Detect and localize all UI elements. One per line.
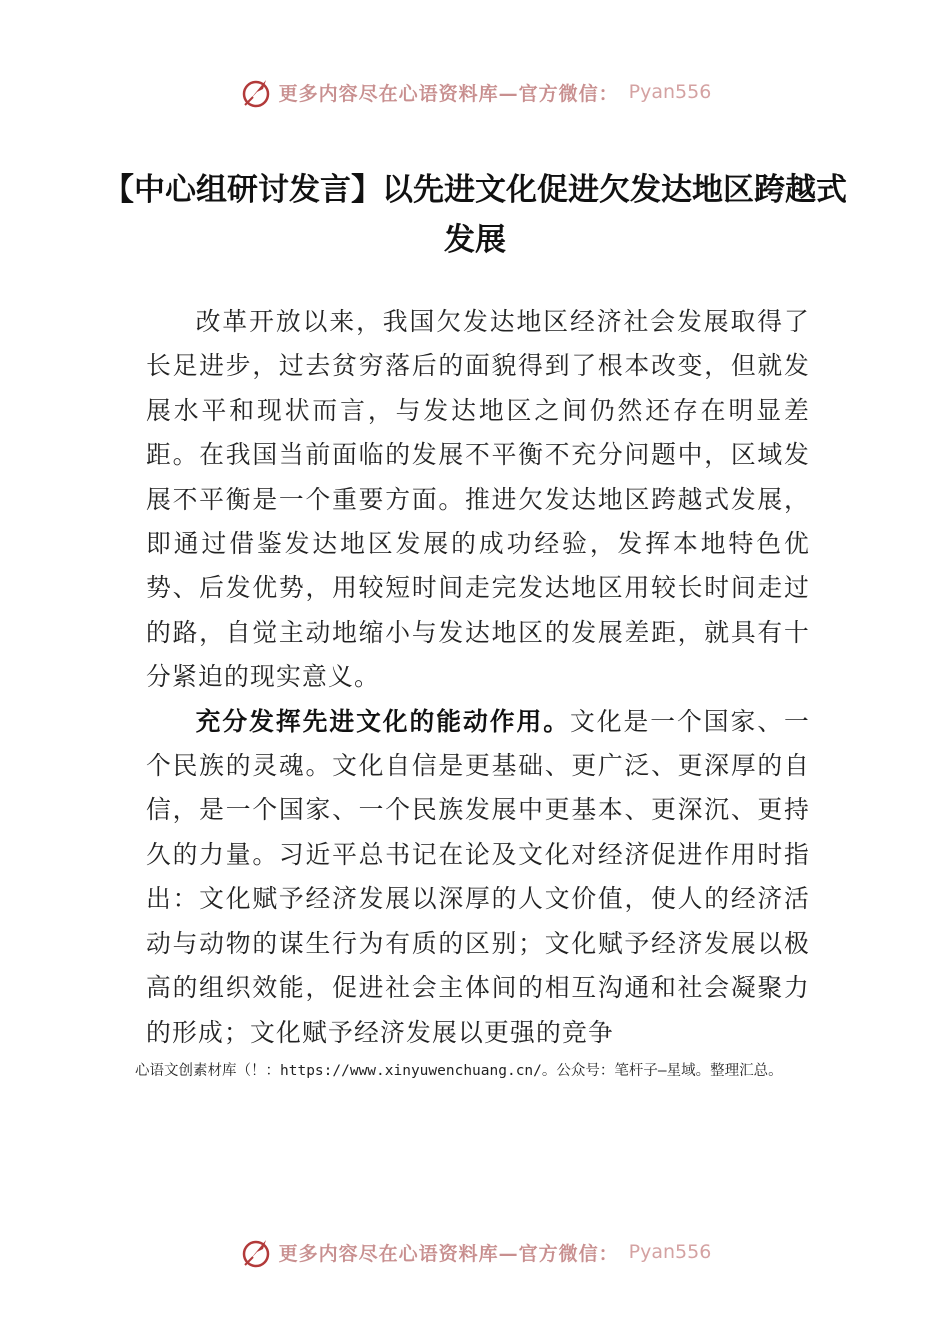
source-footnote: 心语文创素材库（！：https://www.xinyuwenchuang.cn/。公众号：笔杆子—星域。整理汇总。 (135, 1063, 783, 1079)
header-banner (0, 72, 950, 112)
document-body (146, 300, 810, 1055)
header-banner-handle: Pyan556 (628, 81, 712, 103)
footer-banner-text: 更多内容尽在心语资料库—官方微信： (278, 1242, 619, 1265)
paragraph-1: 改革开放以来，我国欠发达地区经济社会发展取得了长足进步，过去贫穷落后的面貌得到了根本改变，但就发展水平和现状而言，与发达地区之间仍然还存在明显差距。在我国当前面临的发展不平衡不充分问题中，区域发展不平衡是一个重要方面。推进欠发达地区跨越式发展，即通过借鉴发达地区发展的成功经验，发挥本地特色优势、后发优势，用较短时间走完发达地区用较长时间走过的路，自觉主动地缩小与发达地区的发展差距，就具有十分紧迫的现实意义。 (146, 307, 810, 692)
paragraph-2 (146, 700, 810, 1055)
document-title: 【中心组研讨发言】以先进文化促进欠发达地区跨越式发展 (103, 172, 847, 258)
paragraph-2-text: 文化是一个国家、一个民族的灵魂。文化自信是更基础、更广泛、更深厚的自信，是一个国家、一个民族发展中更基本、更深沉、更持久的力量。习近平总书记在论及文化对经济促进作用时指出：文化赋予经济发展以深厚的人文价值，使人的经济活动与动物的谋生行为有质的区别；文化赋予经济发展以极高的组织效能，促进社会主体间的相互沟通和社会凝聚力的形成；文化赋予经济发展以更强的竞争 (146, 706, 810, 1047)
footer-banner-handle: Pyan556 (628, 1241, 712, 1263)
quill-logo-icon (239, 75, 273, 109)
paragraph-2-lead: 充分发挥先进文化的能动作用。 (195, 706, 571, 736)
quill-logo-icon (239, 1235, 273, 1269)
footer-banner (0, 1232, 950, 1272)
header-banner-text: 更多内容尽在心语资料库—官方微信： (278, 82, 619, 105)
